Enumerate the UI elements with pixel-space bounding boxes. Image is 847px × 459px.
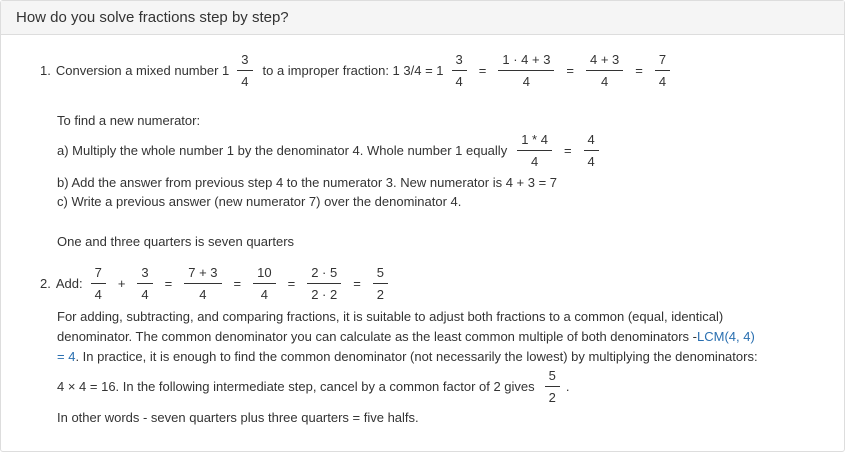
denominator: 4 <box>584 150 599 169</box>
numerator: 1 · 4 + 3 <box>502 52 551 67</box>
numerator: 4 + 3 <box>590 52 620 67</box>
fraction <box>184 265 221 302</box>
denominator: 4 <box>184 283 221 302</box>
step2-para-line3 <box>57 347 758 367</box>
sub-step-c: c) Write a previous answer (new numerator 7) over the denominator 4. <box>57 194 462 209</box>
denominator: 4 <box>517 150 552 169</box>
numerator: 2 · 5 <box>311 265 338 280</box>
equals-sign: = <box>478 63 487 78</box>
fraction <box>91 265 106 302</box>
denominator: 4 <box>137 283 152 302</box>
denominator: 4 <box>498 70 554 89</box>
numerator: 5 <box>376 265 385 280</box>
numerator: 10 <box>257 265 272 280</box>
fraction <box>307 265 341 302</box>
sub-step-b: b) Add the answer from previous step 4 to the numerator 3. New numerator is 4 + 3 = 7 <box>57 175 558 190</box>
denominator: 2 <box>545 386 560 405</box>
step2-para-line2-text: denominator. The common denominator you can calculate as the least common multiple of both denominators - <box>57 329 697 344</box>
step1-line <box>40 52 674 89</box>
numerator: 1 * 4 <box>521 132 548 147</box>
step1-text-a: Conversion a mixed number 1 <box>55 63 230 78</box>
plus-sign: + <box>117 276 126 291</box>
fraction <box>586 52 623 89</box>
step2-para-line2 <box>57 327 755 347</box>
denominator: 2 · 2 <box>307 283 341 302</box>
step2-para-line4 <box>57 368 570 405</box>
denominator: 4 <box>91 283 106 302</box>
sub-step-a <box>57 132 603 169</box>
fraction <box>545 368 560 405</box>
numerator: 3 <box>141 265 149 280</box>
equals-sign: = <box>233 276 242 291</box>
fraction <box>498 52 554 89</box>
fraction <box>253 265 275 302</box>
denominator: 2 <box>373 283 388 302</box>
equals-sign: = <box>164 276 173 291</box>
equals-sign: = <box>563 143 572 158</box>
fraction <box>452 52 467 89</box>
lcm-link[interactable]: LCM(4, 4) <box>697 329 755 344</box>
sub-step-a-text: a) Multiply the whole number 1 by the denominator 4. Whole number 1 equally <box>57 143 508 158</box>
question-heading: How do you solve fractions step by step? <box>1 1 844 35</box>
numerator-intro: To find a new numerator: <box>57 113 201 128</box>
numerator: 7 <box>658 52 667 67</box>
step2-para-line3-text: . In practice, it is enough to find the common denominator (not necessarily the lowest) by multiplying the denominators: <box>75 349 758 364</box>
fraction <box>373 265 388 302</box>
step2-line <box>40 265 392 302</box>
denominator: 4 <box>655 70 670 89</box>
step2-index: 2. <box>40 276 51 291</box>
step2-label: Add: <box>55 276 83 291</box>
step1-text-b: to a improper fraction: 1 3/4 = 1 <box>262 63 444 78</box>
numerator: 3 <box>455 52 463 67</box>
equals-sign: = <box>566 63 575 78</box>
equals-sign: = <box>353 276 361 291</box>
denominator: 4 <box>253 283 275 302</box>
period: . <box>565 379 570 394</box>
fraction <box>517 132 552 169</box>
fraction <box>137 265 152 302</box>
fraction <box>237 52 252 89</box>
numerator: 5 <box>548 368 556 383</box>
denominator: 4 <box>452 70 467 89</box>
equals-sign: = <box>287 276 296 291</box>
denominator: 4 <box>237 70 252 89</box>
denominator: 4 <box>586 70 623 89</box>
step1-summary: One and three quarters is seven quarters <box>57 234 295 249</box>
step2-para-line1: For adding, subtracting, and comparing fractions, it is suitable to adjust both fractions to a common (equal, identical) <box>57 309 724 324</box>
step1-index: 1. <box>40 63 51 78</box>
step2-conclusion: In other words - seven quarters plus three quarters = five halfs. <box>57 410 419 425</box>
step2-para-line4-text: 4 × 4 = 16. In the following intermediate step, cancel by a common factor of 2 gives <box>57 379 535 394</box>
numerator: 3 <box>241 52 249 67</box>
fraction <box>655 52 670 89</box>
numerator: 4 <box>587 132 595 147</box>
equals-sign: = <box>635 63 643 78</box>
lcm-result-link[interactable]: = 4 <box>57 349 76 364</box>
fraction <box>584 132 599 169</box>
numerator: 7 <box>94 265 102 280</box>
numerator: 7 + 3 <box>188 265 218 280</box>
